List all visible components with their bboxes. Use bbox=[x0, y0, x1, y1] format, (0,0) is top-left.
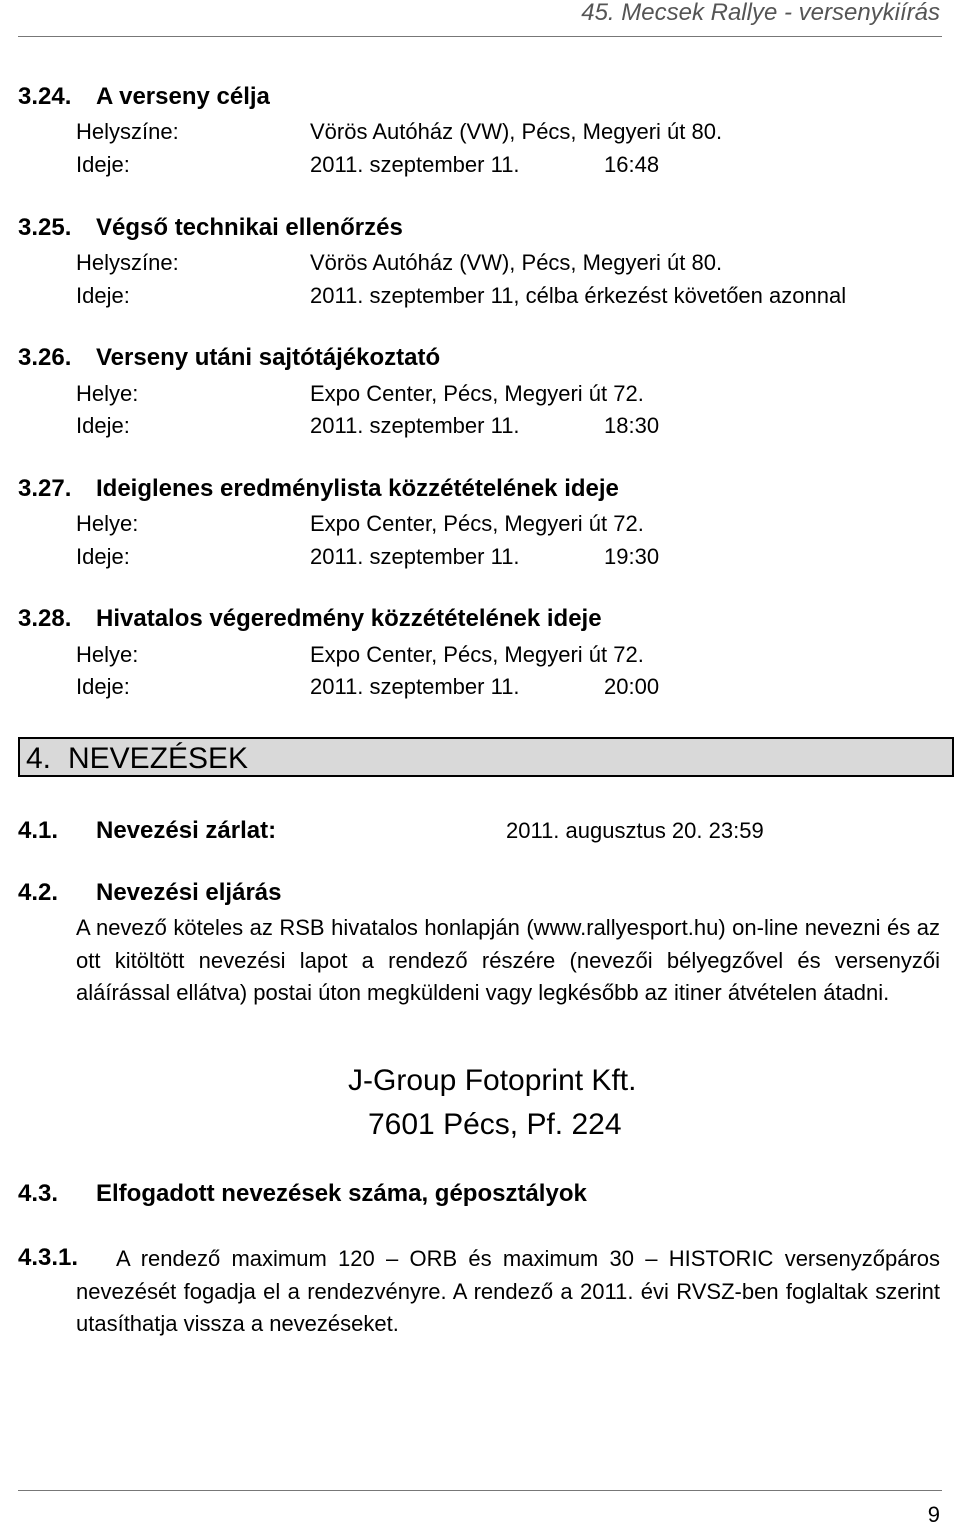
item-value: 2011. szeptember 11. bbox=[310, 152, 520, 177]
footer-divider bbox=[18, 1490, 942, 1491]
item-title: Végső technikai ellenőrzés bbox=[96, 214, 403, 241]
item-label: Ideje: bbox=[76, 283, 130, 308]
item-value: 2011. szeptember 11. bbox=[310, 413, 520, 438]
item-time: 18:30 bbox=[604, 413, 660, 438]
item-label: Helyszíne: bbox=[76, 250, 179, 275]
page-number: 9 bbox=[927, 1502, 940, 1527]
item-title: Ideiglenes eredménylista közzétételének ideje bbox=[96, 475, 619, 502]
item-value: Vörös Autóház (VW), Pécs, Megyeri út 80. bbox=[310, 119, 723, 144]
item-value: Vörös Autóház (VW), Pécs, Megyeri út 80. bbox=[310, 250, 723, 275]
item-value: Expo Center, Pécs, Megyeri út 72. bbox=[310, 381, 644, 406]
item-label: Helye: bbox=[76, 381, 139, 406]
item-time: 16:48 bbox=[604, 152, 660, 177]
item-value: 2011. szeptember 11. bbox=[310, 544, 520, 569]
entry-procedure-paragraph: A nevező köteles az RSB hivatalos honlapján (www.rallyesport.hu) on-line nevezni és az ott kitöltött nevezési lapot a rendező részére (nevezői bélyegzővel és versenyzői aláírással ellátva) postai úton megküldeni vagy legkésőbb az itiner átvételen átadni. bbox=[76, 915, 940, 1006]
accepted-entries-paragraph: A rendező maximum 120 – ORB és maximum 30 – HISTORIC versenyzőpáros nevezését fogadja el a rendezvényre. A rendező a 2011. évi RVSZ-ben foglaltak szerint utasíthatja vissza a nevezéseket. bbox=[76, 1246, 940, 1337]
item-number: 3.27. bbox=[18, 475, 72, 502]
item-number: 3.25. bbox=[18, 214, 72, 241]
item-label: Helye: bbox=[76, 642, 139, 667]
item-value: Expo Center, Pécs, Megyeri út 72. bbox=[310, 511, 644, 536]
subsection-number: 4.3. bbox=[18, 1180, 59, 1207]
item-label: Ideje: bbox=[76, 152, 130, 177]
subsection-title: Elfogadott nevezések száma, géposztályok bbox=[96, 1180, 587, 1207]
subsection-number: 4.3.1. bbox=[18, 1244, 79, 1271]
header-divider bbox=[18, 36, 942, 37]
item-time: 20:00 bbox=[604, 674, 660, 699]
item-label: Ideje: bbox=[76, 674, 130, 699]
document-header-title: 45. Mecsek Rallye - versenykiírás bbox=[581, 0, 940, 26]
section-heading-box bbox=[18, 737, 954, 777]
item-label: Ideje: bbox=[76, 544, 130, 569]
item-value: 2011. szeptember 11. bbox=[310, 674, 520, 699]
address-line-postal: 7601 Pécs, Pf. 224 bbox=[368, 1108, 622, 1141]
item-title: Hivatalos végeredmény közzétételének ideje bbox=[96, 605, 602, 632]
subsection-number: 4.1. bbox=[18, 817, 59, 844]
item-number: 3.26. bbox=[18, 344, 72, 371]
item-title: Verseny utáni sajtótájékoztató bbox=[96, 344, 441, 371]
item-number: 3.28. bbox=[18, 605, 72, 632]
item-label: Helyszíne: bbox=[76, 119, 179, 144]
section-title: NEVEZÉSEK bbox=[68, 742, 249, 775]
item-time: 19:30 bbox=[604, 544, 660, 569]
address-line-company: J-Group Fotoprint Kft. bbox=[348, 1064, 637, 1097]
item-label: Helye: bbox=[76, 511, 139, 536]
item-value: 2011. szeptember 11, célba érkezést követően azonnal bbox=[310, 283, 847, 308]
item-label: Ideje: bbox=[76, 413, 130, 438]
item-value: Expo Center, Pécs, Megyeri út 72. bbox=[310, 642, 644, 667]
item-title: A verseny célja bbox=[96, 83, 270, 110]
item-number: 3.24. bbox=[18, 83, 72, 110]
subsection-title: Nevezési eljárás bbox=[96, 879, 282, 906]
subsection-number: 4.2. bbox=[18, 879, 59, 906]
entry-deadline-value: 2011. augusztus 20. 23:59 bbox=[506, 818, 764, 843]
section-number: 4. bbox=[26, 742, 52, 775]
subsection-title: Nevezési zárlat: bbox=[96, 817, 277, 844]
